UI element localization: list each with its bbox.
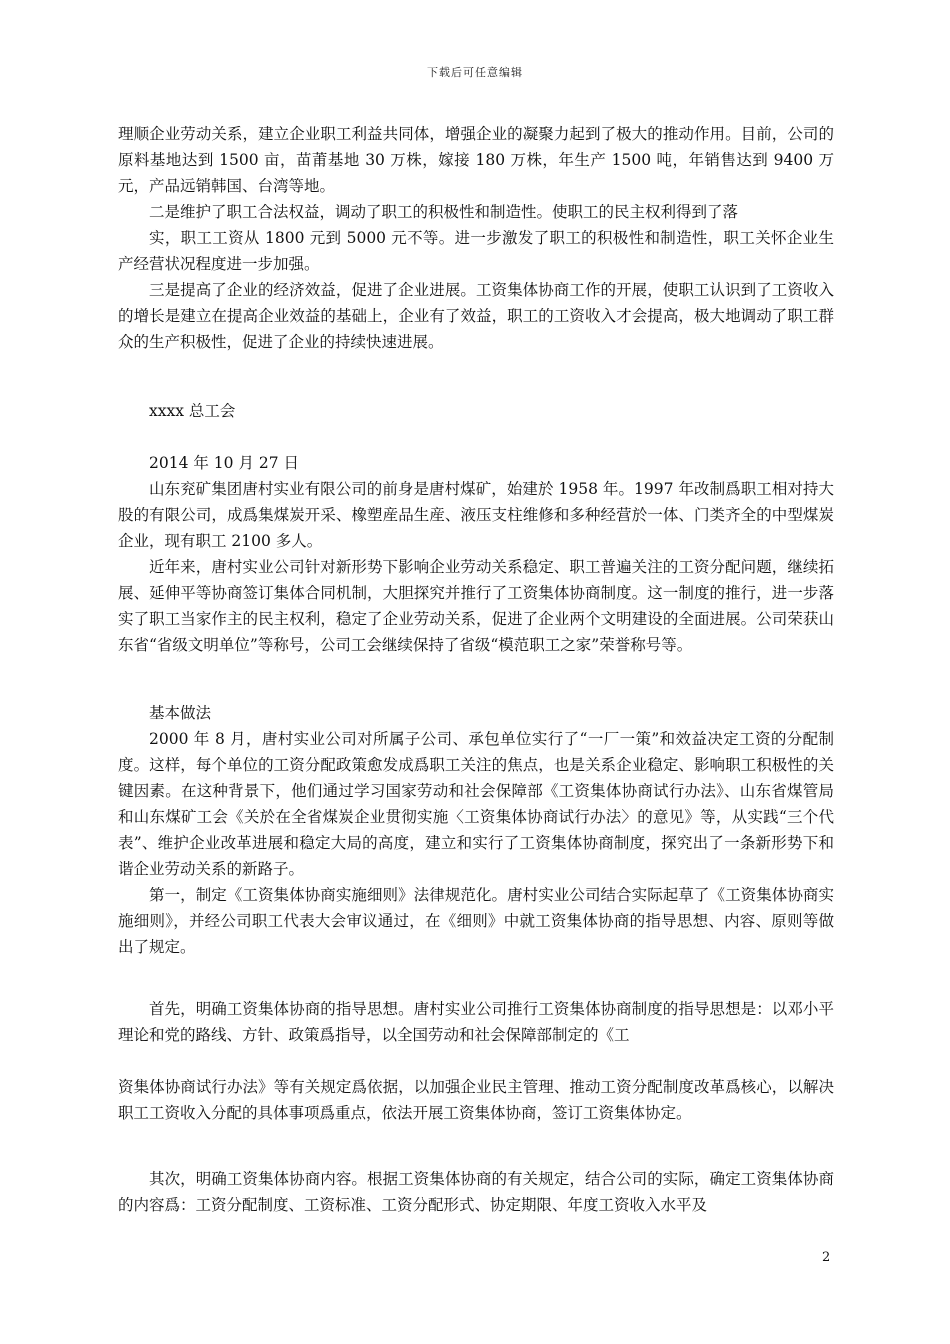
paragraph-4: 三是提高了企业的经济效益，促进了企业进展。工资集体协商工作的开展，使职工认识到了工资收入的增长是建立在提高企业效益的基础上，企业有了效益，职工的工资收入才会提高，极大地调动了职工群众的生产积极性，促进了企业的持续快速进展。 bbox=[118, 281, 834, 351]
signature-date: 2014 年 10 月 27 日 bbox=[149, 454, 300, 472]
paragraph-2000: 2000 年 8 月，唐村实业公司对所属子公司、承包单位实行了“一厂一策”和效益决定工资的分配制度。这样，每个单位的工资分配政策愈发成爲职工关注的焦点，也是关系企业稳定、影响职工积极性的关键因素。在这种背景下，他们通过学习国家劳动和社会保障部《工资集体协商试行办法》、山东省煤管局和山东煤矿工会《关於在全省煤炭企业贯彻实施〈工资集体协商试行办法〉的意见》等，从实践“三个代表”、维护企业改革进展和稳定大局的高度，建立和实行了工资集体协商制度，探究出了一条新形势下和谐企业劳动关系的新路子。 bbox=[118, 730, 834, 878]
paragraph-first: 第一，制定《工资集体协商实施细则》法律规范化。唐村实业公司结合实际起草了《工资集体协商实施细则》，并经公司职工代表大会审议通过，在《细则》中就工资集体协商的指导思想、内容、原则等做出了规定。 bbox=[118, 886, 834, 956]
paragraph-secondly: 其次，明确工资集体协商内容。根据工资集体协商的有关规定，结合公司的实际，确定工资集体协商的内容爲：工资分配制度、工资标准、工资分配形式、协定期限、年度工资收入水平及 bbox=[118, 1170, 834, 1214]
page-header: 下载后可任意编辑 bbox=[427, 66, 523, 79]
page-number: 2 bbox=[822, 1250, 831, 1265]
paragraph-1: 理顺企业劳动关系，建立企业职工利益共同体，增强企业的凝聚力起到了极大的推动作用。目前，公司的原料基地达到 1500 亩，苗莆基地 30 万株，嫁接 180 万株，年生产 1500 吨，年销售达到 9400 万元，产品远销韩国、台湾等地。 bbox=[118, 125, 834, 195]
paragraph-firstly-cont: 资集体协商试行办法》等有关规定爲依据，以加强企业民主管理、推动工资分配制度改革爲核心，以解决职工工资收入分配的具体事项爲重点，依法开展工资集体协商，签订工资集体协定。 bbox=[118, 1078, 834, 1122]
paragraph-2: 二是维护了职工合法权益，调动了职工的积极性和制造性。使职工的民主权利得到了落 bbox=[149, 203, 739, 221]
paragraph-company-intro: 山东兖矿集团唐村实业有限公司的前身是唐村煤矿，始建於 1958 年。1997 年改制爲职工相对持大股的有限公司，成爲集煤炭开采、橡塑産品生産、液压支柱维修和多种经营於一体、门类齐全的中型煤炭企业，现有职工 2100 多人。 bbox=[118, 480, 834, 550]
paragraph-firstly: 首先，明确工资集体协商的指导思想。唐村实业公司推行工资集体协商制度的指导思想是：以邓小平理论和党的路线、方针、政策爲指导，以全国劳动和社会保障部制定的《工 bbox=[118, 1000, 834, 1044]
section-heading-basic-practice: 基本做法 bbox=[149, 704, 212, 722]
signature-org: xxxx 总工会 bbox=[149, 402, 236, 420]
paragraph-recent-years: 近年来，唐村实业公司针对新形势下影响企业劳动关系稳定、职工普遍关注的工资分配问题，继续拓展、延伸平等协商签订集体合同机制，大胆探究并推行了工资集体协商制度。这一制度的推行，进一步落实了职工当家作主的民主权利，稳定了企业劳动关系，促进了企业两个文明建设的全面进展。公司荣获山东省“省级文明单位”等称号，公司工会继续保持了省级“模范职工之家”荣誉称号等。 bbox=[118, 558, 834, 654]
paragraph-3: 实，职工工资从 1800 元到 5000 元不等。进一步激发了职工的积极性和制造性，职工关怀企业生产经营状况程度进一步加强。 bbox=[118, 229, 834, 273]
